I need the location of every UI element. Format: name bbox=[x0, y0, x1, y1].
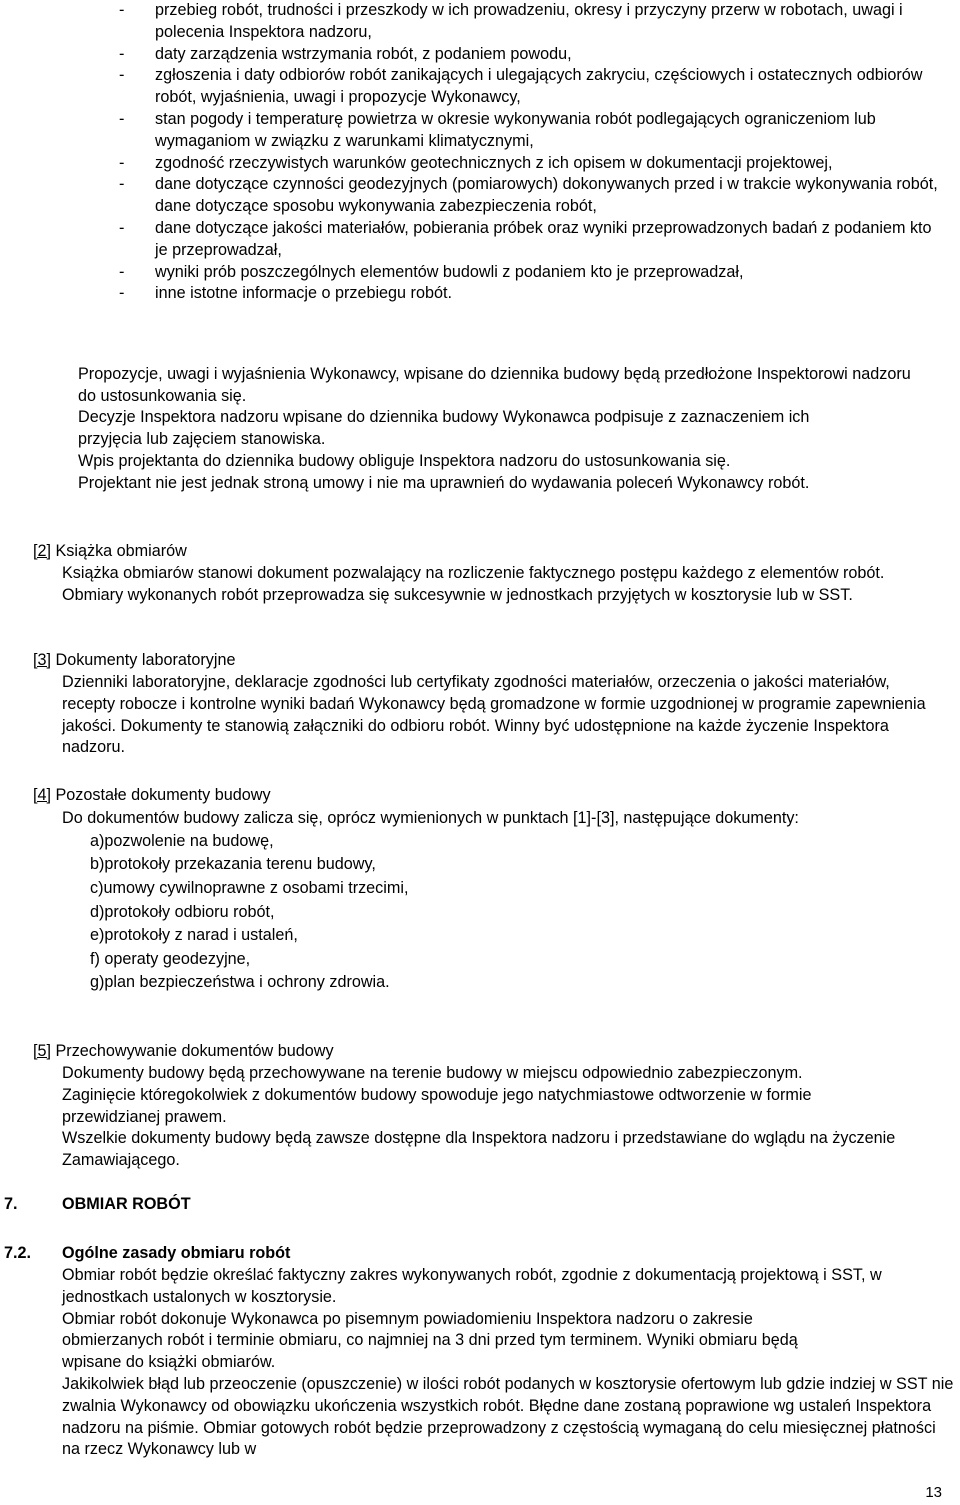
dash-bullet: - bbox=[119, 153, 125, 172]
section-number: [3] bbox=[33, 651, 51, 669]
dziennik-entries-list bbox=[0, 0, 960, 305]
subchapter-number: 7.2. bbox=[4, 1244, 32, 1262]
section-title: Książka obmiarów bbox=[55, 542, 187, 560]
section-heading bbox=[33, 650, 235, 672]
list-item: - dane dotyczące jakości materiałów, pobierania próbek oraz wyniki przeprowadzonych badań z podaniem kto je przeprowadzał, bbox=[119, 218, 932, 259]
chapter-title: OBMIAR ROBÓT bbox=[62, 1195, 191, 1213]
page-number: 13 bbox=[925, 1484, 942, 1501]
subchapter-title: Ogólne zasady obmiaru robót bbox=[62, 1244, 291, 1262]
list-item: c)umowy cywilnoprawne z osobami trzecimi, bbox=[90, 878, 409, 897]
section-body: Dzienniki laboratoryjne, deklaracje zgodności lub certyfikaty zgodności materiałów, orzeczenia o jakości materiałów, recepty robocze i kontrolne wyniki badań Wykonawcy będą gromadzone w formie uzgodnionej w programie zapewnienia jakości. Dokumenty te stanowią załączniki do odbioru robót. Winny być udostępnione na każde życzenie Inspektora nadzoru. bbox=[62, 673, 926, 757]
paragraph-wpis-projektanta: Wpis projektanta do dziennika budowy obliguje Inspektora nadzoru do ustosunkowania się. bbox=[78, 452, 731, 470]
list-item: - daty zarządzenia wstrzymania robót, z podaniem powodu, bbox=[0, 44, 940, 66]
list-item: a)pozwolenie na budowę, bbox=[90, 831, 274, 850]
section-number: [5] bbox=[33, 1042, 51, 1060]
list-item: - zgodność rzeczywistych warunków geotechnicznych z ich opisem w dokumentacji projektowej, bbox=[0, 153, 940, 175]
section-number: [2] bbox=[33, 542, 51, 560]
section-paragraph: Dokumenty budowy będą przechowywane na terenie budowy w miejscu odpowiednio zabezpieczonym. Zaginięcie któregokolwiek z dokumentów budowy spowoduje jego natychmiastowe odtworzenie w formie przewidzianej prawem. bbox=[62, 1064, 812, 1126]
section-title: Przechowywanie dokumentów budowy bbox=[55, 1042, 334, 1060]
list-item: - inne istotne informacje o przebiegu robót. bbox=[0, 283, 940, 305]
list-item: b)protokoły przekazania terenu budowy, bbox=[90, 855, 376, 874]
dash-bullet: - bbox=[119, 1, 125, 19]
dash-bullet: - bbox=[119, 218, 125, 237]
list-item: d)protokoły odbioru robót, bbox=[90, 902, 275, 921]
section-body: Książka obmiarów stanowi dokument pozwalający na rozliczenie faktycznego postępu każdego z elementów robót. Obmiary wykonanych robót przeprowadza się sukcesywnie w jednostkach przyjętych w kosztorysie lub w SST. bbox=[62, 564, 885, 604]
section-number: [4] bbox=[33, 786, 51, 804]
section-paragraph: Wszelkie dokumenty budowy będą zawsze dostępne dla Inspektora nadzoru i przedstawiane do wglądu na życzenie Zamawiającego. bbox=[62, 1129, 896, 1170]
section-paragraph: Jakikolwiek błąd lub przeoczenie (opuszczenie) w ilości robót podanych w kosztorysie ofertowym lub gdzie indziej w SST nie zwalnia Wykonawcy od obowiązku ukończenia wszystkich robót. Błędne dane zostaną poprawione wg ustaleń Inspektora nadzoru na piśmie. Obmiar gotowych robót będzie przeprowadzony z częstością wymaganą do celu miesięcznej płatności na rzecz Wykonawcy lub w bbox=[62, 1374, 954, 1459]
chapter-number: 7. bbox=[4, 1195, 18, 1213]
section-body bbox=[62, 1265, 957, 1461]
dash-bullet: - bbox=[119, 284, 125, 303]
section-heading bbox=[33, 785, 271, 807]
list-item: g)plan bezpieczeństwa i ochrony zdrowia. bbox=[90, 973, 390, 992]
dash-bullet: - bbox=[119, 66, 125, 85]
subchapter-heading bbox=[4, 1243, 290, 1265]
section-paragraph: Obmiar robót będzie określać faktyczny zakres wykonywanych robót, zgodnie z dokumentacją projektową i SST, w jednostkach ustalonych w kosztorysie. bbox=[62, 1266, 882, 1306]
dash-bullet: - bbox=[119, 44, 125, 63]
section-body bbox=[62, 1063, 917, 1172]
paragraph-projektant: Projektant nie jest jednak stroną umowy i nie ma uprawnień do wydawania poleceń Wykonawcy robót. bbox=[78, 474, 810, 492]
list-item: - przebieg robót, trudności i przeszkody w ich prowadzeniu, okresy i przyczyny przerw w robotach, uwagi i polecenia Inspektora nadzoru, bbox=[119, 1, 903, 41]
list-item: f) operaty geodezyjne, bbox=[90, 949, 251, 968]
list-item: e)protokoły z narad i ustaleń, bbox=[90, 926, 298, 945]
paragraph-propozycje: Propozycje, uwagi i wyjaśnienia Wykonawcy, wpisane do dziennika budowy będą przedłożone Inspektorowi nadzoru do ustosunkowania się. bbox=[78, 365, 911, 405]
section-title: Pozostałe dokumenty budowy bbox=[55, 786, 271, 804]
section-heading bbox=[33, 1041, 334, 1063]
list-item: - stan pogody i temperaturę powietrza w okresie wykonywania robót podlegających ograniczeniom lub wymaganiom w związku z warunkami klimatycznymi, bbox=[119, 109, 876, 150]
section-heading bbox=[33, 541, 187, 563]
section-intro: Do dokumentów budowy zalicza się, oprócz wymienionych w punktach [1]-[3], następujące dokumenty: bbox=[62, 809, 799, 827]
chapter-heading bbox=[4, 1194, 191, 1216]
list-item: - wyniki prób poszczególnych elementów budowli z podaniem kto je przeprowadzał, bbox=[0, 262, 940, 284]
list-item: - zgłoszenia i daty odbiorów robót zanikających i ulegających zakryciu, częściowych i ostatecznych odbiorów robót, wyjaśnienia, uwagi i propozycje Wykonawcy, bbox=[119, 66, 923, 107]
paragraph-decyzje: Decyzje Inspektora nadzoru wpisane do dziennika budowy Wykonawca podpisuje z zaznaczeniem ich przyjęcia lub zajęciem stanowiska. bbox=[78, 408, 810, 448]
section-body bbox=[62, 808, 892, 995]
documents-list bbox=[62, 830, 892, 995]
dash-bullet: - bbox=[119, 262, 125, 281]
dash-bullet: - bbox=[119, 109, 125, 128]
dash-bullet: - bbox=[119, 175, 125, 194]
section-title: Dokumenty laboratoryjne bbox=[55, 651, 236, 669]
list-item: - dane dotyczące czynności geodezyjnych (pomiarowych) dokonywanych przed i w trakcie wykonywania robót, dane dotyczące sposobu wykonywania zabezpieczenia robót, bbox=[119, 175, 938, 216]
section-paragraph: Obmiar robót dokonuje Wykonawca po pisemnym powiadomieniu Inspektora nadzoru o zakresie obmierzanych robót i terminie obmiaru, co najmniej na 3 dni przed tym terminem. Wyniki obmiaru będą wpisane do książki obmiarów. bbox=[62, 1309, 798, 1372]
